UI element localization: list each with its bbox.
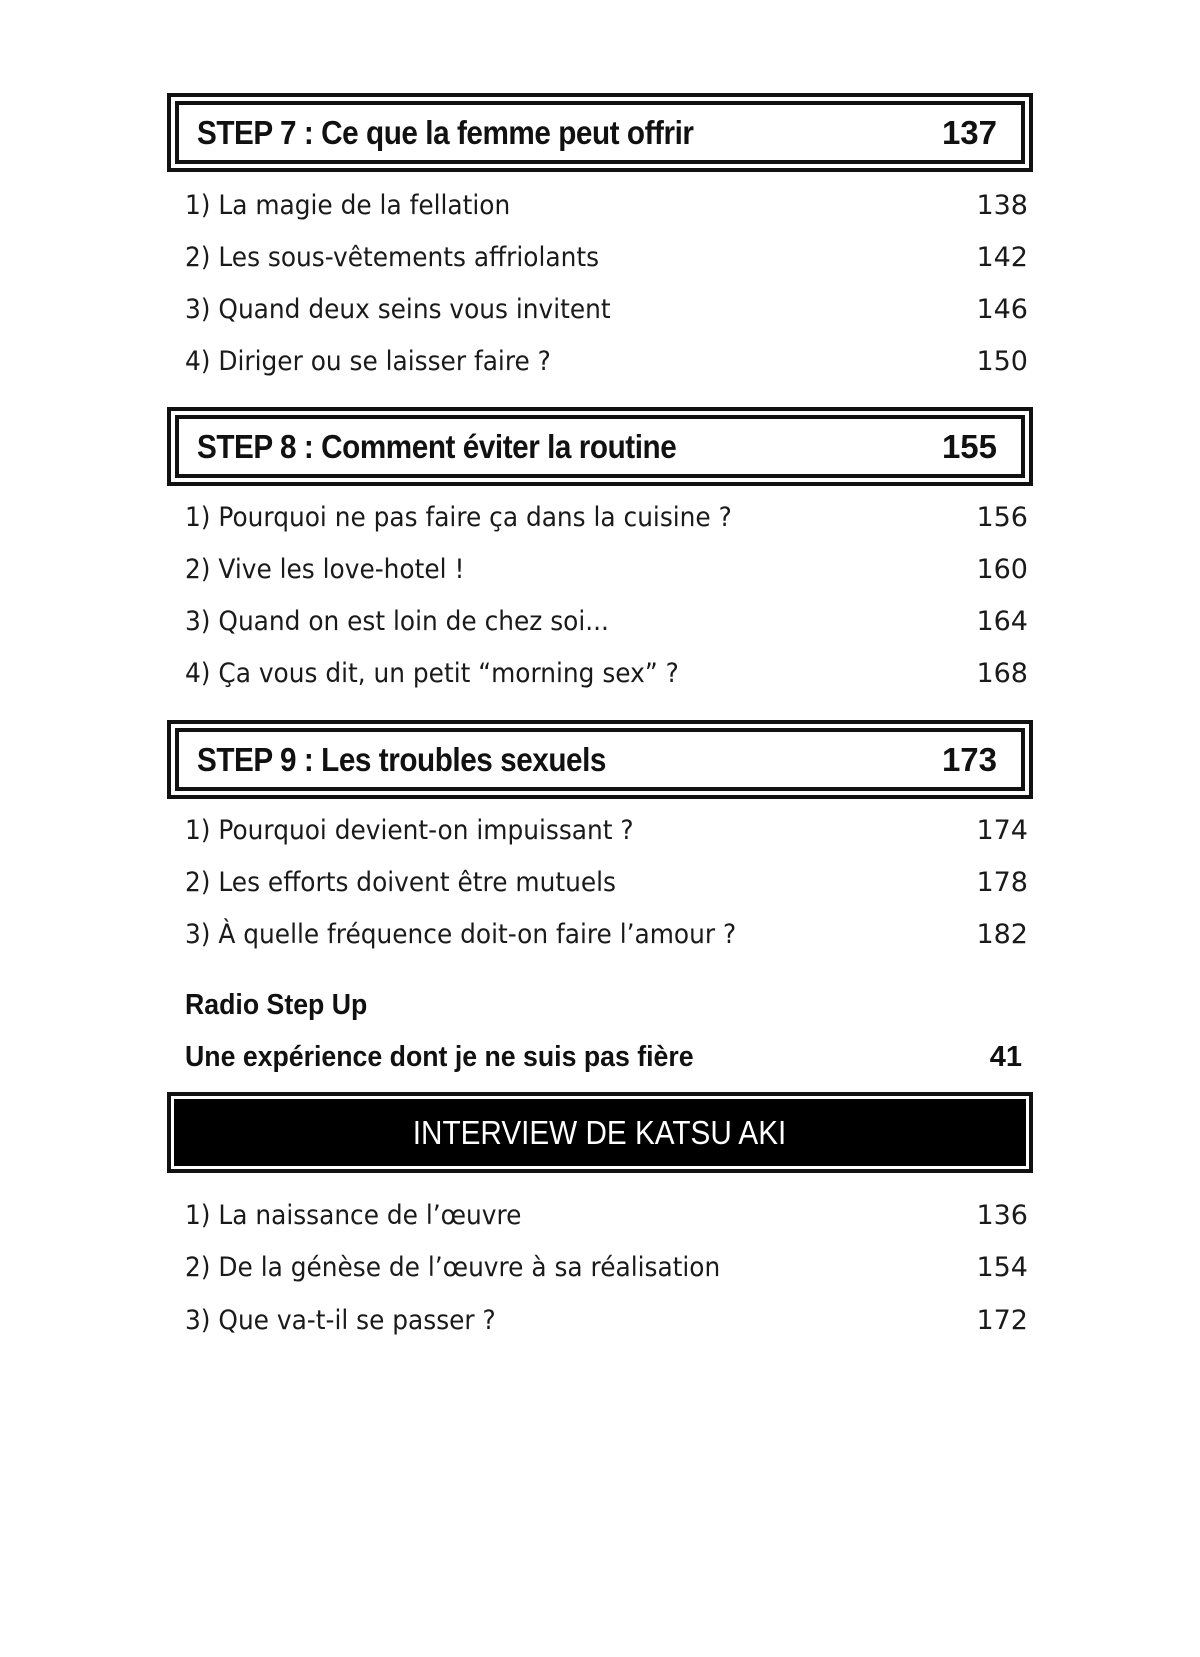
- entry-page: 154: [976, 1251, 1028, 1283]
- interview-title: INTERVIEW DE KATSU AKI: [413, 1113, 787, 1151]
- toc-entry[interactable]: [185, 237, 1028, 277]
- entry-label: 3) Que va-t-il se passer ?: [185, 1304, 496, 1336]
- entry-page: 146: [976, 293, 1028, 325]
- interview-header: [167, 1092, 1033, 1173]
- entry-page: 172: [976, 1304, 1028, 1336]
- step-title: STEP 8 : Comment éviter la routine: [197, 427, 677, 465]
- interview-header-inner: [174, 1099, 1026, 1166]
- toc-entry[interactable]: [185, 653, 1028, 693]
- toc-entry[interactable]: [185, 1300, 1028, 1340]
- entry-page: 136: [976, 1199, 1028, 1231]
- entry-page: 164: [976, 605, 1028, 637]
- step-page-number: 155: [941, 427, 997, 465]
- step-8-header: [167, 407, 1033, 486]
- toc-entry[interactable]: [185, 341, 1028, 381]
- entry-page: 150: [976, 345, 1028, 377]
- toc-entry[interactable]: [185, 601, 1028, 641]
- step-page-number: 137: [941, 113, 997, 151]
- toc-entry[interactable]: [185, 497, 1028, 537]
- step-title: STEP 7 : Ce que la femme peut offrir: [197, 113, 694, 151]
- radio-heading: [185, 985, 1022, 1025]
- entry-page: 41: [989, 1040, 1022, 1073]
- step-header-inner: [175, 415, 1025, 478]
- entry-label: 1) Pourquoi ne pas faire ça dans la cuisine ?: [185, 501, 732, 533]
- entry-label: 3) Quand on est loin de chez soi...: [185, 605, 609, 637]
- entry-label: 2) Les sous-vêtements affriolants: [185, 241, 600, 273]
- toc-entry[interactable]: [185, 289, 1028, 329]
- entry-label: 1) Pourquoi devient-on impuissant ?: [185, 814, 634, 846]
- step-title: STEP 9 : Les troubles sexuels: [197, 740, 606, 778]
- entry-page: 174: [976, 814, 1028, 846]
- entry-label: 4) Diriger ou se laisser faire ?: [185, 345, 551, 377]
- entry-label: 4) Ça vous dit, un petit “morning sex” ?: [185, 657, 679, 689]
- entry-page: 160: [976, 553, 1028, 585]
- entry-label: 2) De la génèse de l’œuvre à sa réalisation: [185, 1251, 721, 1283]
- entry-label: 1) La naissance de l’œuvre: [185, 1199, 522, 1231]
- step-header-inner: [175, 101, 1025, 164]
- entry-page: 178: [976, 866, 1028, 898]
- entry-label: 3) À quelle fréquence doit-on faire l’amour ?: [185, 918, 737, 950]
- toc-entry[interactable]: [185, 914, 1028, 954]
- step-header-inner: [175, 728, 1025, 791]
- entry-label: 2) Vive les love-hotel !: [185, 553, 465, 585]
- entry-page: 156: [976, 501, 1028, 533]
- entry-page: 168: [976, 657, 1028, 689]
- toc-entry[interactable]: [185, 1247, 1028, 1287]
- toc-entry[interactable]: [185, 185, 1028, 225]
- toc-entry[interactable]: [185, 549, 1028, 589]
- entry-label: 1) La magie de la fellation: [185, 189, 511, 221]
- radio-entry[interactable]: [185, 1037, 1022, 1077]
- entry-label: 2) Les efforts doivent être mutuels: [185, 866, 616, 898]
- entry-page: 182: [976, 918, 1028, 950]
- step-page-number: 173: [941, 740, 997, 778]
- toc-entry[interactable]: [185, 1195, 1028, 1235]
- entry-label: Une expérience dont je ne suis pas fière: [185, 1040, 694, 1073]
- step-9-header: [167, 720, 1033, 799]
- entry-page: 138: [976, 189, 1028, 221]
- toc-entry[interactable]: [185, 810, 1028, 850]
- entry-page: 142: [976, 241, 1028, 273]
- toc-entry[interactable]: [185, 862, 1028, 902]
- entry-label: 3) Quand deux seins vous invitent: [185, 293, 611, 325]
- radio-heading-label: Radio Step Up: [185, 988, 368, 1021]
- step-7-header: [167, 93, 1033, 172]
